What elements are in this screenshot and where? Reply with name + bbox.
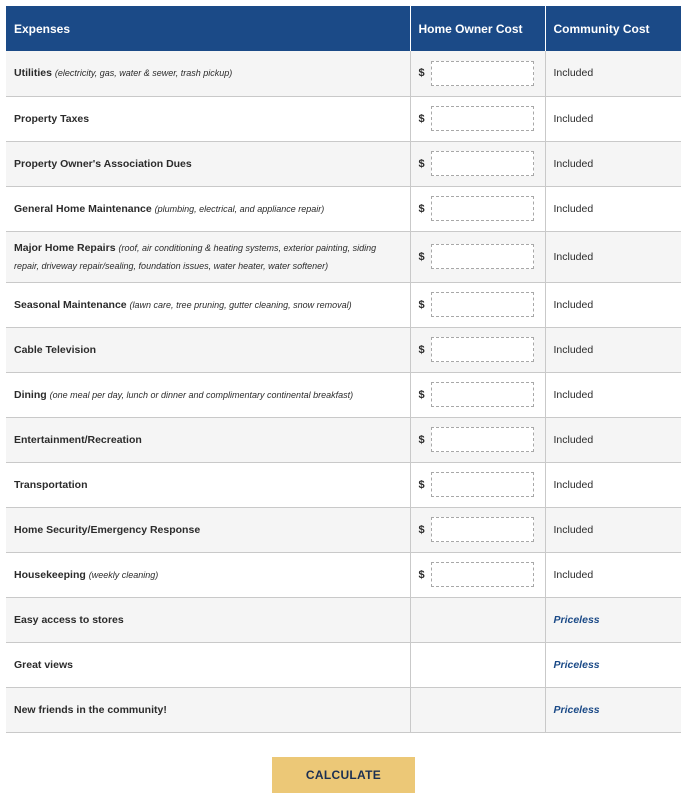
expense-cell: [6, 141, 410, 186]
expense-cell: [6, 417, 410, 462]
home-owner-cost-cell: [410, 96, 545, 141]
expense-cell: [6, 51, 410, 96]
table-header-row: [6, 6, 681, 51]
table-row: [6, 642, 681, 687]
table-row: [6, 417, 681, 462]
community-cost-priceless: Priceless: [545, 642, 681, 687]
expense-label: Housekeeping: [14, 568, 86, 581]
table-row: [6, 282, 681, 327]
home-owner-cost-input[interactable]: [431, 472, 534, 497]
table-row: [6, 462, 681, 507]
community-cost-included: Included: [545, 417, 681, 462]
expense-label: Major Home Repairs: [14, 241, 116, 254]
table-row: [6, 186, 681, 231]
header-home-owner-cost: Home Owner Cost: [410, 6, 545, 51]
dollar-sign: $: [418, 202, 425, 215]
header-expenses: Expenses: [6, 6, 410, 51]
community-cost-included: Included: [545, 327, 681, 372]
table-row: [6, 552, 681, 597]
home-owner-cost-input[interactable]: [431, 517, 534, 542]
expense-note: (one meal per day, lunch or dinner and complimentary continental breakfast): [49, 389, 354, 400]
home-owner-cost-cell: [410, 186, 545, 231]
home-owner-cost-input[interactable]: [431, 106, 534, 131]
expense-label: Utilities: [14, 67, 52, 80]
home-owner-cost-input[interactable]: [431, 337, 534, 362]
home-owner-cost-cell: [410, 462, 545, 507]
table-row: [6, 372, 681, 417]
community-cost-included: Included: [545, 141, 681, 186]
table-row: [6, 141, 681, 186]
expense-label: Seasonal Maintenance: [14, 298, 127, 311]
expense-cell: [6, 231, 410, 282]
dollar-sign: $: [418, 343, 425, 356]
expense-cell: [6, 597, 410, 642]
home-owner-cost-input[interactable]: [431, 292, 534, 317]
expense-note: (electricity, gas, water & sewer, trash pickup): [54, 68, 233, 79]
table-row: [6, 231, 681, 282]
dollar-sign: $: [418, 433, 425, 446]
expense-cell: [6, 687, 410, 732]
table-row: [6, 51, 681, 96]
expense-note: (lawn care, tree pruning, gutter cleaning, snow removal): [129, 299, 352, 310]
table-row: [6, 96, 681, 141]
home-owner-cost-cell: [410, 231, 545, 282]
community-cost-included: Included: [545, 372, 681, 417]
community-cost-included: Included: [545, 186, 681, 231]
home-owner-cost-input[interactable]: [431, 244, 534, 269]
expense-cell: [6, 96, 410, 141]
table-row: [6, 327, 681, 372]
home-owner-cost-cell: [410, 282, 545, 327]
calculate-button[interactable]: CALCULATE: [272, 757, 415, 793]
community-cost-included: Included: [545, 552, 681, 597]
home-owner-cost-input[interactable]: [431, 382, 534, 407]
home-owner-cost-cell: [410, 507, 545, 552]
expense-note: (weekly cleaning): [88, 569, 159, 580]
expense-cell: [6, 186, 410, 231]
home-owner-cost-cell-empty: [410, 642, 545, 687]
community-cost-included: Included: [545, 282, 681, 327]
expense-label: Property Owner's Association Dues: [14, 157, 192, 170]
dollar-sign: $: [418, 157, 425, 170]
cost-comparison-table: [6, 6, 681, 733]
home-owner-cost-input[interactable]: [431, 196, 534, 221]
expense-note: (plumbing, electrical, and appliance repair): [154, 203, 325, 214]
home-owner-cost-cell: [410, 417, 545, 462]
table-row: [6, 687, 681, 732]
home-owner-cost-cell: [410, 552, 545, 597]
home-owner-cost-cell-empty: [410, 597, 545, 642]
community-cost-included: Included: [545, 462, 681, 507]
expense-label: General Home Maintenance: [14, 202, 152, 215]
expense-label: New friends in the community!: [14, 703, 167, 716]
dollar-sign: $: [418, 112, 425, 125]
dollar-sign: $: [418, 250, 425, 263]
community-cost-included: Included: [545, 51, 681, 96]
table-row: [6, 507, 681, 552]
expense-note: (roof, air conditioning & heating systems, exterior painting, siding repair, driveway repair/sealing, foundation issues, water heater, water softener): [14, 242, 377, 271]
dollar-sign: $: [418, 67, 425, 80]
home-owner-cost-cell: [410, 141, 545, 186]
home-owner-cost-cell-empty: [410, 687, 545, 732]
expense-label: Great views: [14, 658, 73, 671]
home-owner-cost-input[interactable]: [431, 562, 534, 587]
dollar-sign: $: [418, 523, 425, 536]
expense-cell: [6, 552, 410, 597]
expense-label: Property Taxes: [14, 112, 90, 125]
expense-label: Easy access to stores: [14, 613, 124, 626]
dollar-sign: $: [418, 388, 425, 401]
dollar-sign: $: [418, 298, 425, 311]
home-owner-cost-input[interactable]: [431, 61, 534, 86]
dollar-sign: $: [418, 568, 425, 581]
expense-cell: [6, 507, 410, 552]
home-owner-cost-cell: [410, 51, 545, 96]
community-cost-priceless: Priceless: [545, 597, 681, 642]
expense-label: Dining: [14, 388, 47, 401]
expense-label: Cable Television: [14, 343, 97, 356]
home-owner-cost-cell: [410, 327, 545, 372]
community-cost-included: Included: [545, 231, 681, 282]
expense-label: Entertainment/Recreation: [14, 433, 142, 446]
expense-cell: [6, 282, 410, 327]
header-community-cost: Community Cost: [545, 6, 681, 51]
expense-cell: [6, 372, 410, 417]
home-owner-cost-input[interactable]: [431, 151, 534, 176]
dollar-sign: $: [418, 478, 425, 491]
home-owner-cost-cell: [410, 372, 545, 417]
expense-cell: [6, 462, 410, 507]
expense-cell: [6, 642, 410, 687]
community-cost-included: Included: [545, 507, 681, 552]
expense-cell: [6, 327, 410, 372]
community-cost-included: Included: [545, 96, 681, 141]
expense-label: Transportation: [14, 478, 88, 491]
home-owner-cost-input[interactable]: [431, 427, 534, 452]
table-row: [6, 597, 681, 642]
expense-label: Home Security/Emergency Response: [14, 523, 201, 536]
community-cost-priceless: Priceless: [545, 687, 681, 732]
